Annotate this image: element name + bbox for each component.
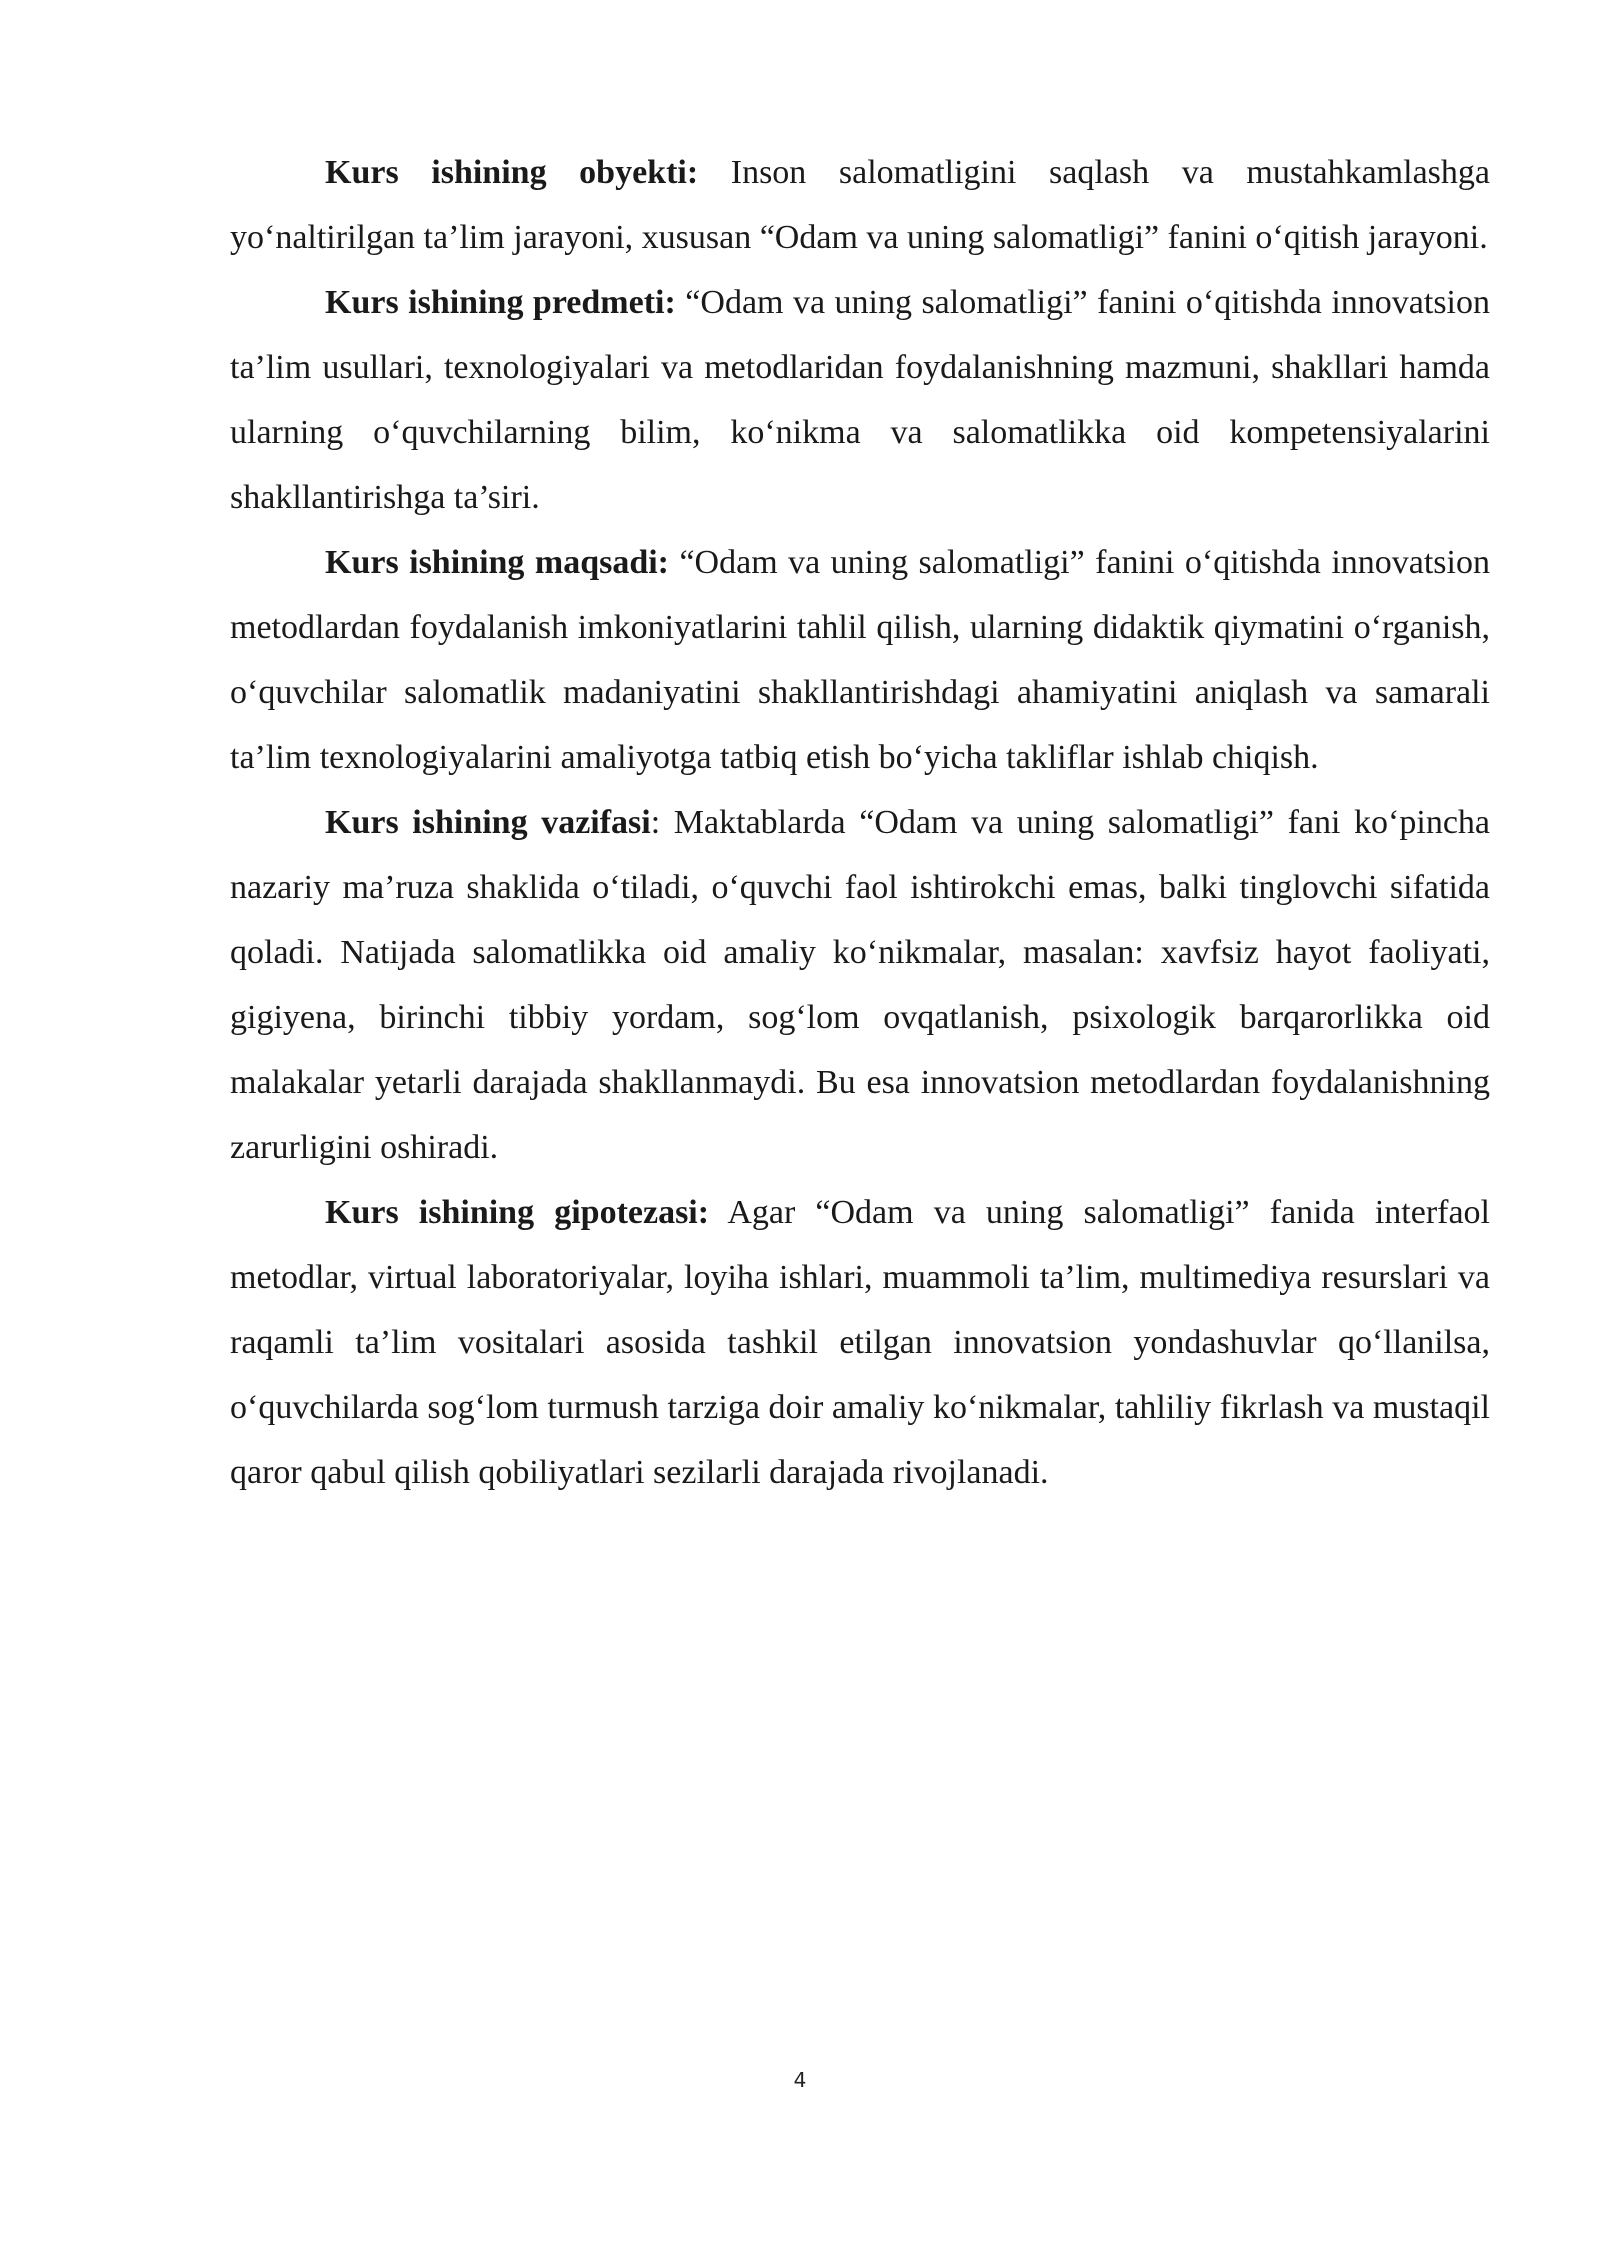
paragraph-vazifasi <box>230 790 1490 1180</box>
paragraph-label: Kurs ishining predmeti: <box>325 284 676 321</box>
paragraph-label: Kurs ishining maqsadi: <box>325 544 670 581</box>
paragraph-label: Kurs ishining obyekti: <box>325 154 699 191</box>
paragraph-gipotezasi <box>230 1180 1490 1505</box>
page-number: 4 <box>793 2068 807 2092</box>
paragraph-label: Kurs ishining gipotezasi: <box>325 1194 710 1231</box>
paragraph-text: “Odam va uning salomatligi” fanini o‘qitishda innovatsion ta’lim usullari, texnologiyalari va metodlaridan foydalanishning mazmuni, shakllari hamda ularning o‘quvchilarning bilim, ko‘nikma va salomatlikka oid kompetensiyalarini shakllantirishga ta’siri. <box>230 284 1490 516</box>
paragraph-predmeti <box>230 270 1490 530</box>
paragraph-maqsadi <box>230 530 1490 790</box>
paragraph-text: “Odam va uning salomatligi” fanini o‘qitishda innovatsion metodlardan foydalanish imkoniyatlarini tahlil qilish, ularning didaktik qiymatini o‘rganish, o‘quvchilar salomatlik madaniyatini shakllantirishdagi ahamiyatini aniqlash va samarali ta’lim texnologiyalarini amaliyotga tatbiq etish bo‘yicha takliflar ishlab chiqish. <box>230 544 1490 776</box>
paragraph-text: : Maktablarda “Odam va uning salomatligi” fani ko‘pincha nazariy ma’ruza shaklida o‘tiladi, o‘quvchi faol ishtirokchi emas, balki tinglovchi sifatida qoladi. Natijada salomatlikka oid amaliy ko‘nikmalar, masalan: xavfsiz hayot faoliyati, gigiyena, birinchi tibbiy yordam, sog‘lom ovqatlanish, psixologik barqarorlikka oid malakalar yetarli darajada shakllanmaydi. Bu esa innovatsion metodlardan foydalanishning zarurligini oshiradi. <box>230 804 1491 1166</box>
paragraph-obyekti <box>230 140 1490 270</box>
paragraph-label: Kurs ishining vazifasi <box>325 804 651 841</box>
paragraph-text: Inson salomatligini saqlash va mustahkamlashga yo‘naltirilgan ta’lim jarayoni, xususan “Odam va uning salomatligi” fanini o‘qitish jarayoni. <box>230 154 1490 256</box>
paragraph-text: Agar “Odam va uning salomatligi” fanida interfaol metodlar, virtual laboratoriyalar, loyiha ishlari, muammoli ta’lim, multimediya resurslari va raqamli ta’lim vositalari asosida tashkil etilgan innovatsion yondashuvlar qo‘llanilsa, o‘quvchilarda sog‘lom turmush tarziga doir amaliy ko‘nikmalar, tahliliy fikrlash va mustaqil qaror qabul qilish qobiliyatlari sezilarli darajada rivojlanadi. <box>230 1194 1490 1491</box>
document-body <box>230 140 1490 1505</box>
